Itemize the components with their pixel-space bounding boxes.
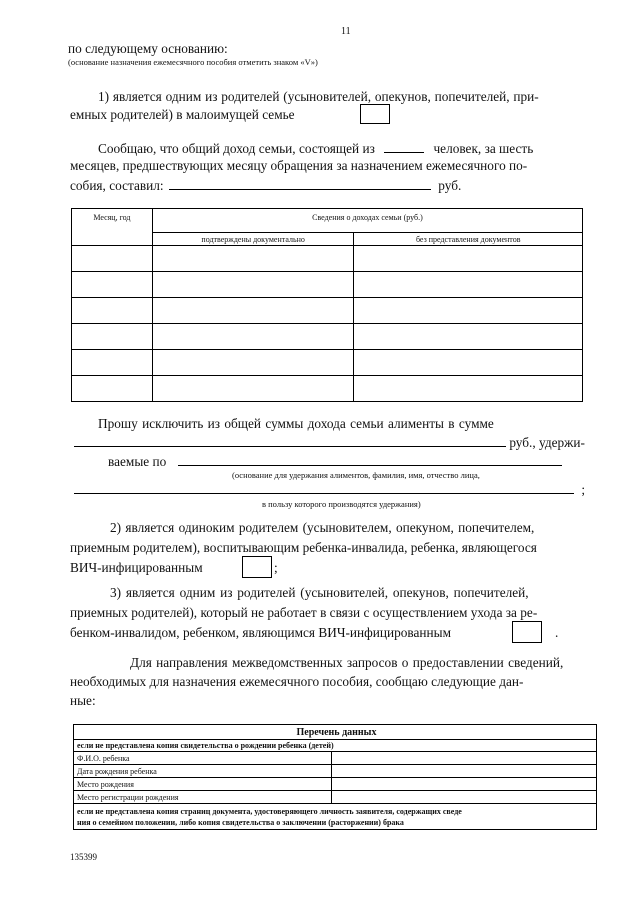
documented-cell[interactable]	[152, 324, 354, 350]
item1-line2: емных родителей) в малоимущей семье	[70, 107, 295, 122]
alimony-rub-text: руб., удержи-	[509, 435, 585, 450]
requests-line1: Для направления межведомственных запросов о предоставлении сведений,	[130, 655, 564, 670]
income-row	[72, 324, 583, 350]
month-cell[interactable]	[72, 272, 153, 298]
field-label: Дата рождения ребенка	[74, 765, 332, 778]
undocumented-cell[interactable]	[354, 298, 583, 324]
item3-period: .	[555, 625, 559, 640]
item3-line3	[70, 625, 451, 641]
item3-checkbox[interactable]	[512, 621, 542, 643]
requests-line3: ные:	[70, 693, 96, 708]
month-cell[interactable]	[72, 246, 153, 272]
requests-line2: необходимых для назначения ежемесячного пособия, сообщаю следующие дан-	[70, 674, 524, 689]
income-text-d: руб.	[438, 178, 462, 193]
alimony-note1: (основание для удержания алиментов, фамилия, имя, отчество лица,	[232, 470, 480, 480]
item1-line1: 1) является одним из родителей (усыновителей, опекунов, попечителей, при-	[98, 89, 539, 104]
data-table-title: Перечень данных	[74, 725, 597, 740]
data-table	[73, 724, 597, 830]
alimony-basis-prefix: ваемые по	[108, 454, 167, 469]
field-label: Ф.И.О. ребенка	[74, 752, 332, 765]
item2-line2: приемным родителем), воспитывающим ребенка-инвалида, ребенка, являющегося	[70, 540, 537, 555]
data-section2-header	[74, 804, 597, 830]
col-info-header: Сведения о доходах семьи (руб.)	[152, 209, 582, 233]
item2-line1: 2) является одиноким родителем (усыновителем, опекуном, попечителем,	[110, 520, 535, 535]
income-statement-line1	[98, 140, 533, 157]
income-statement-line2: месяцев, предшествующих месяцу обращения за назначением ежемесячного по-	[70, 158, 528, 173]
alimony-note2: в пользу которого производятся удержания)	[262, 499, 421, 509]
item2-text: ВИЧ-инфицированным	[70, 560, 203, 575]
undocumented-cell[interactable]	[354, 350, 583, 376]
data-section1-header: если не представлена копия свидетельства о рождении ребенка (детей)	[74, 740, 597, 752]
page-number: 11	[341, 26, 351, 37]
undocumented-cell[interactable]	[354, 272, 583, 298]
month-cell[interactable]	[72, 324, 153, 350]
data-row	[74, 752, 597, 765]
alimony-basis-field[interactable]	[178, 453, 562, 466]
alimony-line1: Прошу исключить из общей суммы дохода семьи алименты в сумме	[98, 416, 494, 431]
col-documented-header: подтверждены документально	[152, 233, 354, 246]
income-row	[72, 376, 583, 402]
item2-line3	[70, 560, 203, 576]
month-cell[interactable]	[72, 298, 153, 324]
undocumented-cell[interactable]	[354, 324, 583, 350]
field-value[interactable]	[331, 765, 596, 778]
data-row	[74, 778, 597, 791]
section2-line2: ния о семейном положении, либо копия свидетельства о заключении (расторжении) брака	[77, 817, 404, 827]
income-row	[72, 272, 583, 298]
item1-checkbox[interactable]	[360, 104, 390, 124]
item3-text: бенком-инвалидом, ребенком, являющимся ВИЧ-инфицированным	[70, 625, 451, 640]
documented-cell[interactable]	[152, 350, 354, 376]
alimony-line3	[108, 453, 562, 470]
field-label: Место рождения	[74, 778, 332, 791]
documented-cell[interactable]	[152, 376, 354, 402]
data-row	[74, 765, 597, 778]
item3-line1: 3) является одним из родителей (усыновителей, опекунов, попечителей,	[110, 585, 529, 600]
family-members-field[interactable]	[384, 140, 424, 153]
col-undocumented-header: без представления документов	[354, 233, 583, 246]
basis-heading: по следующему основанию:	[68, 41, 228, 56]
alimony-amount-field[interactable]	[74, 434, 506, 447]
month-cell[interactable]	[72, 350, 153, 376]
item3-line2: приемных родителей), который не работает в связи с осуществлением ухода за ре-	[70, 605, 538, 620]
field-label: Место регистрации рождения	[74, 791, 332, 804]
income-row	[72, 246, 583, 272]
income-total-field[interactable]	[169, 177, 431, 190]
alimony-line2	[74, 434, 585, 451]
income-text-b: человек, за шесть	[433, 141, 534, 156]
undocumented-cell[interactable]	[354, 376, 583, 402]
footer-code: 135399	[70, 852, 97, 862]
income-table	[71, 208, 583, 402]
field-value[interactable]	[331, 752, 596, 765]
alimony-line4	[74, 481, 585, 498]
basis-note: (основание назначения ежемесячного пособия отметить знаком «V»)	[68, 57, 318, 67]
col-month-header: Месяц, год	[72, 209, 153, 246]
undocumented-cell[interactable]	[354, 246, 583, 272]
alimony-semicolon: ;	[581, 482, 586, 497]
field-value[interactable]	[331, 791, 596, 804]
section2-line1: если не представлена копия страниц документа, удостоверяющего личность заявителя, содержащих сведе	[77, 806, 462, 816]
documented-cell[interactable]	[152, 272, 354, 298]
documented-cell[interactable]	[152, 298, 354, 324]
income-text-c: собия, составил:	[70, 178, 164, 193]
documented-cell[interactable]	[152, 246, 354, 272]
income-row	[72, 298, 583, 324]
item2-semicolon: ;	[274, 560, 278, 575]
alimony-recipient-field[interactable]	[74, 481, 574, 494]
month-cell[interactable]	[72, 376, 153, 402]
item2-checkbox[interactable]	[242, 556, 272, 578]
income-row	[72, 350, 583, 376]
income-statement-line3	[70, 177, 461, 194]
data-row	[74, 791, 597, 804]
field-value[interactable]	[331, 778, 596, 791]
income-text-a: Сообщаю, что общий доход семьи, состоящей из	[98, 141, 375, 156]
